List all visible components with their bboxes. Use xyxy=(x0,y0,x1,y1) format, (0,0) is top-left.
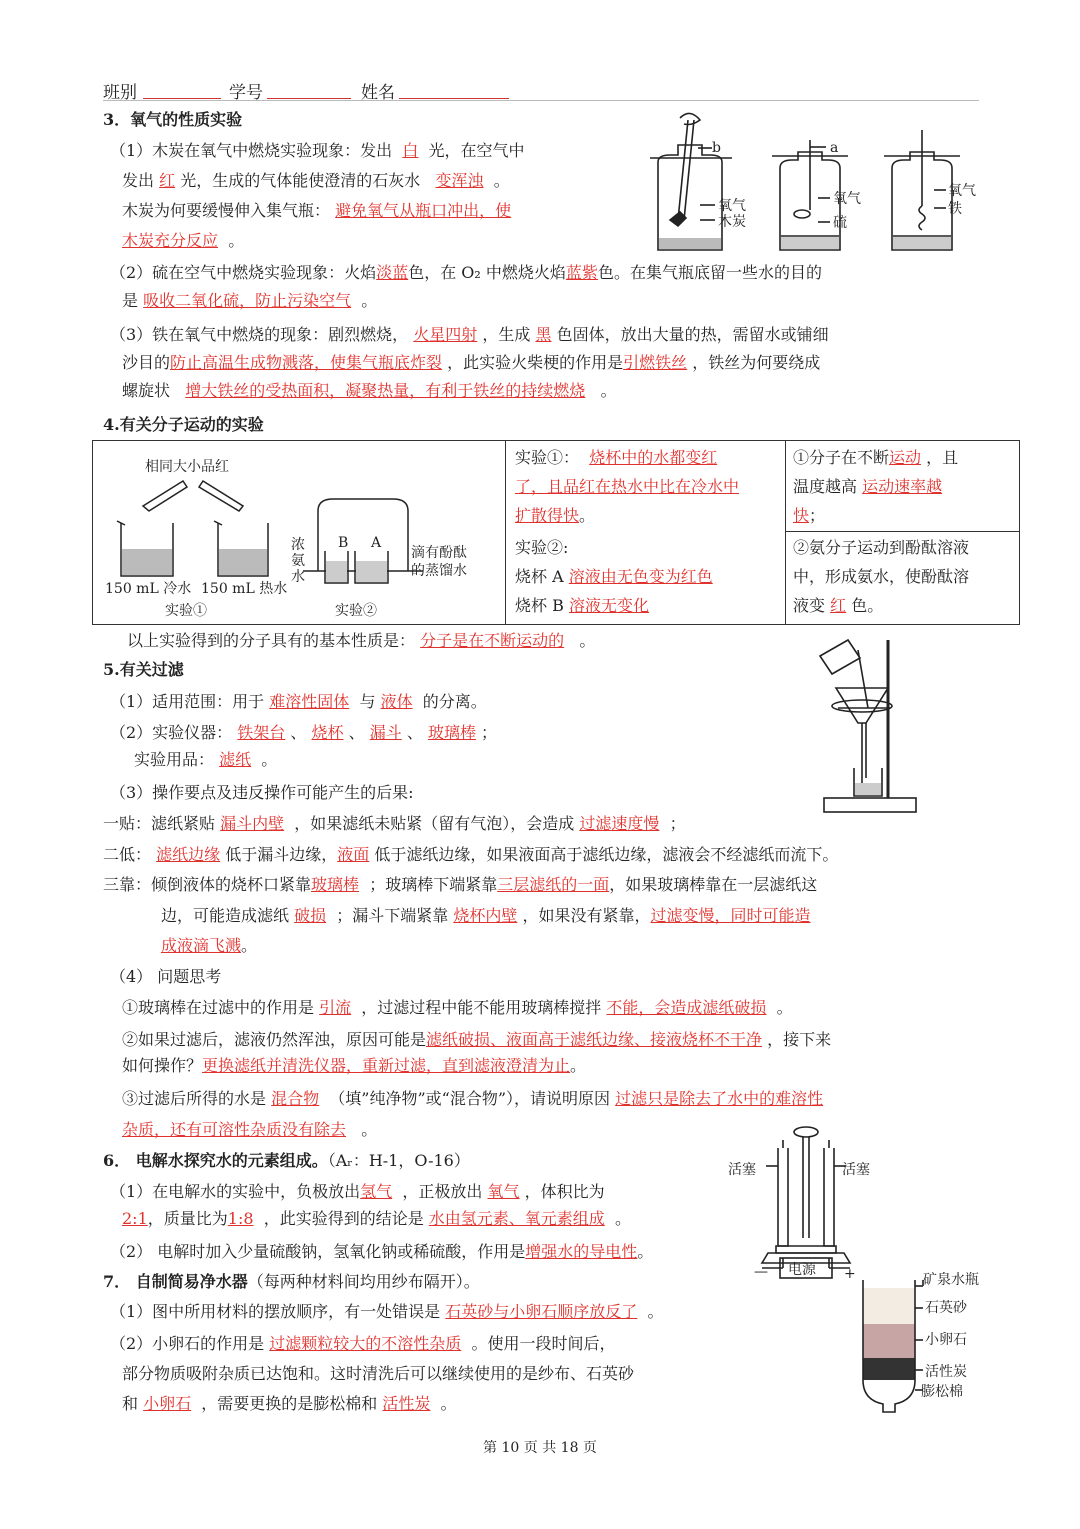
s5-line7: 三靠：倾倒液体的烧杯口紧靠玻璃棒 ；玻璃棒下端紧靠三层滤纸的一面，如果玻璃棒靠在一层滤纸这 xyxy=(103,875,818,894)
oxygen-jars-figure xyxy=(640,110,985,260)
section7-title: 7． 自制简易净水器（每两种材料间均用纱布隔开）。 xyxy=(103,1272,480,1291)
s3-line2: 发出 红 光，生成的气体能使澄清的石灰水 变浑浊 。 xyxy=(122,171,510,190)
molecular-motion-figure xyxy=(93,441,505,624)
svg-text:活塞: 活塞 xyxy=(728,1162,756,1178)
s5-line3: 实验用品： 滤纸 。 xyxy=(134,750,278,769)
electrolysis-figure xyxy=(726,1118,886,1288)
svg-text:矿泉水瓶: 矿泉水瓶 xyxy=(923,1272,979,1288)
svg-text:膨松棉: 膨松棉 xyxy=(921,1384,963,1400)
section4-title: 4.有关分子运动的实验 xyxy=(103,415,264,434)
molecular-motion-table xyxy=(92,440,1020,625)
label-b: b xyxy=(712,140,721,156)
svg-text:相同大小品红: 相同大小品红 xyxy=(145,459,229,475)
s6-line3: （2） 电解时加入少量硫酸钠，氢氧化钠或稀硫酸，作用是增强水的导电性。 xyxy=(110,1242,654,1261)
s3-line8: 沙目的防止高温生成物溅落，使集气瓶底炸裂 ，此实验火柴梗的作用是引燃铁丝 ，铁丝为何要绕成 xyxy=(122,353,821,372)
s5-line15: 杂质，还有可溶性杂质没有除去 。 xyxy=(122,1120,378,1139)
svg-text:B: B xyxy=(338,535,349,551)
s3-line7: （3）铁在氧气中燃烧的现象：剧烈燃烧， 火星四射 ，生成 黑 色固体，放出大量的热，需留水或铺细 xyxy=(110,325,829,344)
name-label: 姓名 xyxy=(361,83,395,103)
s5-line10: （4） 问题思考 xyxy=(110,967,222,986)
s7-line4: 和 小卵石 ，需要更换的是膨松棉和 活性炭 。 xyxy=(122,1394,457,1413)
svg-text:木炭: 木炭 xyxy=(718,214,746,230)
svg-text:氧气: 氧气 xyxy=(718,198,746,214)
svg-text:活性炭: 活性炭 xyxy=(925,1364,967,1380)
water-purifier-figure xyxy=(855,1272,990,1422)
svg-text:氧气: 氧气 xyxy=(948,183,976,199)
svg-text:实验②: 实验② xyxy=(335,603,377,619)
s5-line13: 如何操作？更换滤纸并清洗仪器，重新过滤，直到滤液澄清为止。 xyxy=(122,1056,587,1075)
student-info-header xyxy=(103,78,979,101)
s5-line12: ②如果过滤后，滤液仍然浑浊，原因可能是滤纸破损、液面高于滤纸边缘、接液烧杯不干净 ，接下来 xyxy=(122,1030,832,1049)
s5-line2: （2）实验仪器： 铁架台 、 烧杯 、 漏斗 、 玻璃棒 ； xyxy=(110,723,498,742)
s6-line2: 2:1，质量比为1:8 ，此实验得到的结论是 水由氢元素、氧元素组成 。 xyxy=(122,1209,631,1228)
s3-line5: （2）硫在空气中燃烧实验现象：火焰淡蓝色，在 O₂ 中燃烧火焰蓝紫色。在集气瓶底留一些水的目的 xyxy=(110,263,822,282)
number-label: 学号 xyxy=(229,83,263,103)
s7-line2: （2）小卵石的作用是 过滤颗粒较大的不溶性杂质 。使用一段时间后， xyxy=(110,1334,616,1353)
s6-line1: （1）在电解水的实验中，负极放出氢气 ，正极放出 氧气 ，体积比为 xyxy=(110,1182,605,1201)
section5-title: 5.有关过滤 xyxy=(103,660,184,679)
svg-text:实验①: 实验① xyxy=(165,603,207,619)
conclusion-cell: ①分子在不断运动 ，且 温度越高 运动速率越 快； ②氨分子运动到酚酞溶液 中，形成氨水，使酚酞溶 液变 红 色。 xyxy=(793,448,970,615)
number-blank[interactable] xyxy=(267,80,351,99)
svg-text:石英砂: 石英砂 xyxy=(925,1300,967,1316)
svg-text:—: — xyxy=(754,1264,768,1280)
svg-text:铁: 铁 xyxy=(948,201,962,217)
experiment-results-cell: 实验①： 烧杯中的水都变红 了，且品红在热水中比在冷水中 扩散得快。 实验②: 烧杯 A 溶液由无色变为红色 烧杯 B 溶液无变化 xyxy=(515,448,740,615)
name-blank[interactable] xyxy=(399,80,509,99)
s5-line14: ③过滤后所得的水是 混合物 （填”纯净物”或“混合物”），请说明原因 过滤只是除去了水中的难溶性 xyxy=(122,1089,824,1108)
s3-line6: 是 吸收二氧化硫，防止污染空气 。 xyxy=(122,291,378,310)
svg-text:A: A xyxy=(371,535,382,551)
s5-line9: 成液滴飞溅。 xyxy=(161,936,258,955)
s3-line1: （1）木炭在氧气中燃烧实验现象：发出 白 光，在空气中 xyxy=(110,141,525,160)
class-blank[interactable] xyxy=(143,80,221,99)
s5-line1: （1）适用范围：用于 难溶性固体 与 液体 的分离。 xyxy=(110,692,487,711)
s7-line3: 部分物质吸附杂质已达饱和。这时清洗后可以继续使用的是纱布、石英砂 xyxy=(122,1364,635,1383)
section3-title: 3．氧气的性质实验 xyxy=(103,110,243,129)
s3-line3: 木炭为何要缓慢伸入集气瓶： 避免氧气从瓶口冲出，使 xyxy=(122,201,512,220)
svg-text:氧气: 氧气 xyxy=(833,191,861,207)
s7-line1: （1）图中所用材料的摆放顺序，有一处错误是 石英砂与小卵石顺序放反了 。 xyxy=(110,1302,664,1321)
svg-text:的蒸馏水: 的蒸馏水 xyxy=(411,563,467,579)
page-number: 第 10 页 共 18 页 xyxy=(483,1440,597,1456)
s5-line5: 一贴：滤纸紧贴 漏斗内壁 ，如果滤纸未贴紧（留有气泡），会造成 过滤速度慢 ； xyxy=(103,814,686,833)
svg-text:水: 水 xyxy=(291,569,305,585)
section6-title: 6． 电解水探究水的元素组成。（Aᵣ：H-1，O-16） xyxy=(103,1151,470,1170)
svg-text:滴有酚酞: 滴有酚酞 xyxy=(411,545,467,561)
svg-text:活塞: 活塞 xyxy=(842,1162,870,1178)
s5-line8: 边，可能造成滤纸 破损 ；漏斗下端紧靠 烧杯内壁 ，如果没有紧靠，过滤变慢，同时可能造 xyxy=(161,906,811,925)
svg-text:+: + xyxy=(844,1266,856,1282)
s3-line9: 螺旋状 增大铁丝的受热面积，凝聚热量，有利于铁丝的持续燃烧 。 xyxy=(122,381,617,400)
svg-text:电源: 电源 xyxy=(788,1262,816,1278)
s4-summary: 以上实验得到的分子具有的基本性质是： 分子是在不断运动的 。 xyxy=(127,631,596,650)
class-label: 班别 xyxy=(103,83,137,103)
s5-line4: （3）操作要点及违反操作可能产生的后果: xyxy=(110,783,414,802)
label-a: a xyxy=(830,140,839,156)
s5-line11: ①玻璃棒在过滤中的作用是 引流 ，过滤过程中能不能用玻璃棒搅拌 不能，会造成滤纸破损 。 xyxy=(122,998,793,1017)
svg-text:小卵石: 小卵石 xyxy=(925,1332,967,1348)
filtration-figure xyxy=(818,628,928,818)
svg-text:150 mL 热水: 150 mL 热水 xyxy=(201,581,288,597)
svg-text:氨: 氨 xyxy=(291,553,305,569)
svg-text:浓: 浓 xyxy=(291,537,305,553)
svg-text:硫: 硫 xyxy=(833,215,847,231)
s5-line6: 二低： 滤纸边缘 低于漏斗边缘，液面 低于滤纸边缘，如果液面高于滤纸边缘，滤液会不经滤纸而流下。 xyxy=(103,845,839,864)
s3-line4: 木炭充分反应 。 xyxy=(122,231,245,250)
svg-text:150 mL 冷水: 150 mL 冷水 xyxy=(105,581,192,597)
